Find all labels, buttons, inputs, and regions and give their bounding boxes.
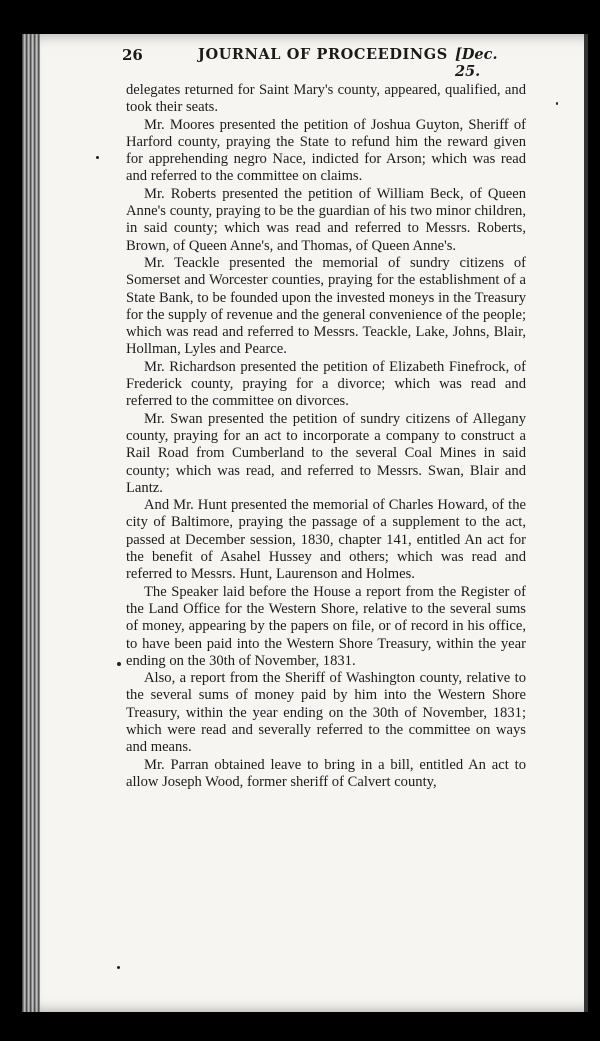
ink-speck (556, 102, 558, 105)
paragraph: The Speaker laid before the House a report from the Register of the Land Office for the Western Shore, relative to the several sums of money, appearing by the papers on file, or of record in his office, to have been paid into the Western Shore Treasury, within the year ending on the 30th of November, 1831. (126, 583, 526, 669)
paragraph: Mr. Teackle presented the memorial of sundry citizens of Somerset and Worcester counties, praying for the establishment of a State Bank, to be founded upon the invested moneys in the Treasury for the supply of revenue and the general convenience of the people; which was read and referred to Messrs. Teackle, Lake, Johns, Blair, Hollman, Lyles and Pearce. (126, 254, 526, 358)
paragraph: Also, a report from the Sheriff of Washington county, relative to the several sums of money paid by him into the Western Shore Treasury, within the year ending on the 30th of November, 1831; which were read and severally referred to the committee on ways and means. (126, 670, 526, 756)
page-number: 26 (122, 46, 143, 64)
page-edge (584, 34, 588, 1012)
journal-text (126, 82, 526, 791)
paragraph: Mr. Roberts presented the petition of William Beck, of Queen Anne's county, praying to be the guardian of his two minor children, in said county; which was read and referred to Messrs. Roberts, Brown, of Queen Anne's, and Thomas, of Queen Anne's. (126, 185, 526, 254)
binding-edge (22, 34, 40, 1012)
paragraph: Mr. Richardson presented the petition of Elizabeth Finefrock, of Frederick county, praying for a divorce; which was read and referred to the committee on divorces. (126, 358, 526, 410)
paragraph: Mr. Parran obtained leave to bring in a bill, entitled An act to allow Joseph Wood, former sheriff of Calvert county, (126, 756, 526, 790)
paragraph: delegates returned for Saint Mary's county, appeared, qualified, and took their seats. (126, 82, 526, 116)
ink-speck (117, 966, 120, 969)
paragraph: Mr. Moores presented the petition of Joshua Guyton, Sheriff of Harford county, praying the State to refund him the reward given for apprehending negro Nace, indicted for Arson; which was read and referred to the committee on claims. (126, 116, 526, 185)
running-title: JOURNAL OF PROCEEDINGS (198, 46, 448, 63)
paragraph: Mr. Swan presented the petition of sundry citizens of Allegany county, praying for an act to incorporate a company to construct a Rail Road from Cumberland to the several Coal Mines in said county; which was read, and referred to Messrs. Swan, Blair and Lantz. (126, 410, 526, 496)
ink-speck (117, 662, 121, 666)
header-date: [Dec. 25. (455, 46, 498, 80)
ink-speck (96, 156, 99, 159)
running-header (122, 46, 522, 80)
paragraph: And Mr. Hunt presented the memorial of Charles Howard, of the city of Baltimore, praying the passage of a supplement to the act, passed at December session, 1830, chapter 141, entitled An act for the benefit of Asahel Hussey and others; which was read and referred to Messrs. Hunt, Laurenson and Holmes. (126, 497, 526, 583)
